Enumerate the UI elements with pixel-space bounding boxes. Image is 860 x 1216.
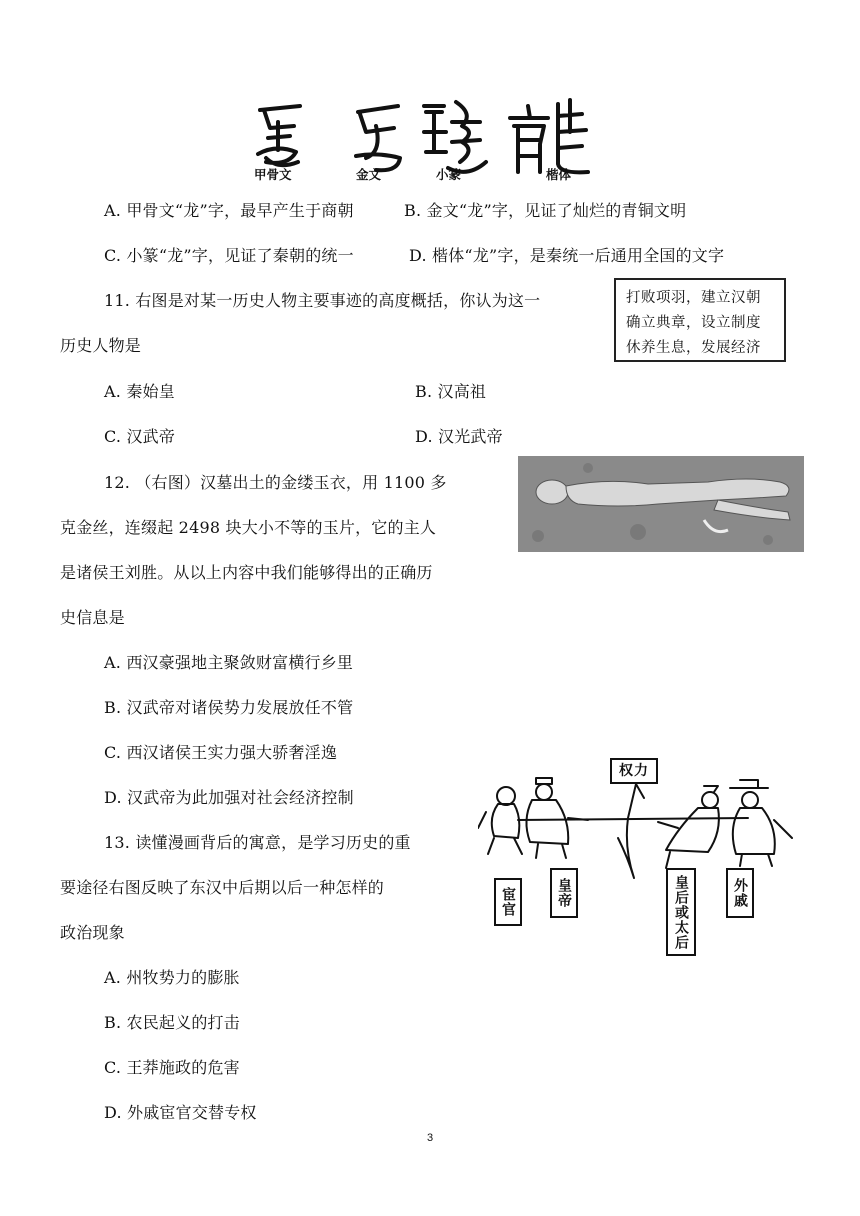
q11-stem-line2: 历史人物是: [60, 336, 142, 355]
q12-stem-line3: 是诸侯王刘胜。从以上内容中我们能够得出的正确历: [60, 563, 433, 582]
q10-option-b: B. 金文“龙”字，见证了灿烂的青铜文明: [404, 201, 687, 220]
q12-option-a: A. 西汉豪强地主聚敛财富横行乡里: [104, 653, 354, 672]
q13-option-a: A. 州牧势力的膨胀: [104, 968, 240, 987]
q11-summary-box: [614, 278, 786, 362]
q13-option-b: B. 农民起义的打击: [104, 1013, 240, 1032]
q11-option-b: B. 汉高祖: [415, 382, 487, 401]
cartoon-label-power: 权力: [610, 758, 658, 784]
q13-stem-line2: 要途径右图反映了东汉中后期以后一种怎样的: [60, 878, 385, 897]
glyph-caption-regular: 楷体: [546, 167, 572, 182]
q13-stem-line3: 政治现象: [60, 923, 125, 942]
page-number: 3: [427, 1132, 434, 1144]
power-struggle-cartoon: [478, 758, 798, 958]
q12-option-c: C. 西汉诸侯王实力强大骄奢淫逸: [104, 743, 338, 762]
q12-stem-line4: 史信息是: [60, 608, 125, 627]
q12-stem-line2: 克金丝，连缀起 2498 块大小不等的玉片，它的主人: [60, 518, 437, 537]
glyph-caption-seal: 小篆: [436, 167, 462, 182]
q10-option-a: A. 甲骨文“龙”字，最早产生于商朝: [104, 201, 354, 220]
q11-option-d: D. 汉光武帝: [415, 427, 503, 446]
q11-box-line: 打败项羽，建立汉朝: [626, 290, 761, 306]
cartoon-drawing: [478, 758, 798, 958]
cartoon-label-relatives: 外戚: [726, 868, 754, 918]
q11-box-line: 确立典章，设立制度: [626, 315, 761, 331]
q12-option-d: D. 汉武帝为此加强对社会经济控制: [104, 788, 354, 807]
q12-option-b: B. 汉武帝对诸侯势力发展放任不管: [104, 698, 354, 717]
q10-option-d: D. 楷体“龙”字，是秦统一后通用全国的文字: [409, 246, 725, 265]
glyph-caption-oracle: 甲骨文: [254, 167, 292, 182]
cartoon-label-emperor: 皇帝: [550, 868, 578, 918]
q13-stem-line1: 13. 读懂漫画背后的寓意，是学习历史的重: [104, 833, 411, 852]
q13-option-c: C. 王莽施政的危害: [104, 1058, 240, 1077]
q11-stem-line1: 11. 右图是对某一历史人物主要事迹的高度概括，你认为这一: [104, 291, 541, 310]
jade-burial-suit-photo: [518, 456, 804, 552]
cartoon-label-empress: 皇后或太后: [666, 868, 696, 956]
q13-option-d: D. 外戚宦官交替专权: [104, 1103, 257, 1122]
q11-box-line: 休养生息，发展经济: [626, 340, 761, 356]
cartoon-label-eunuch: 宦官: [494, 878, 522, 926]
q11-option-a: A. 秦始皇: [104, 382, 175, 401]
q10-option-c: C. 小篆“龙”字，见证了秦朝的统一: [104, 246, 354, 265]
q12-stem-line1: 12. （右图）汉墓出土的金缕玉衣，用 1100 多: [104, 473, 447, 492]
glyph-caption-bronze: 金文: [356, 167, 382, 182]
q11-option-c: C. 汉武帝: [104, 427, 176, 446]
